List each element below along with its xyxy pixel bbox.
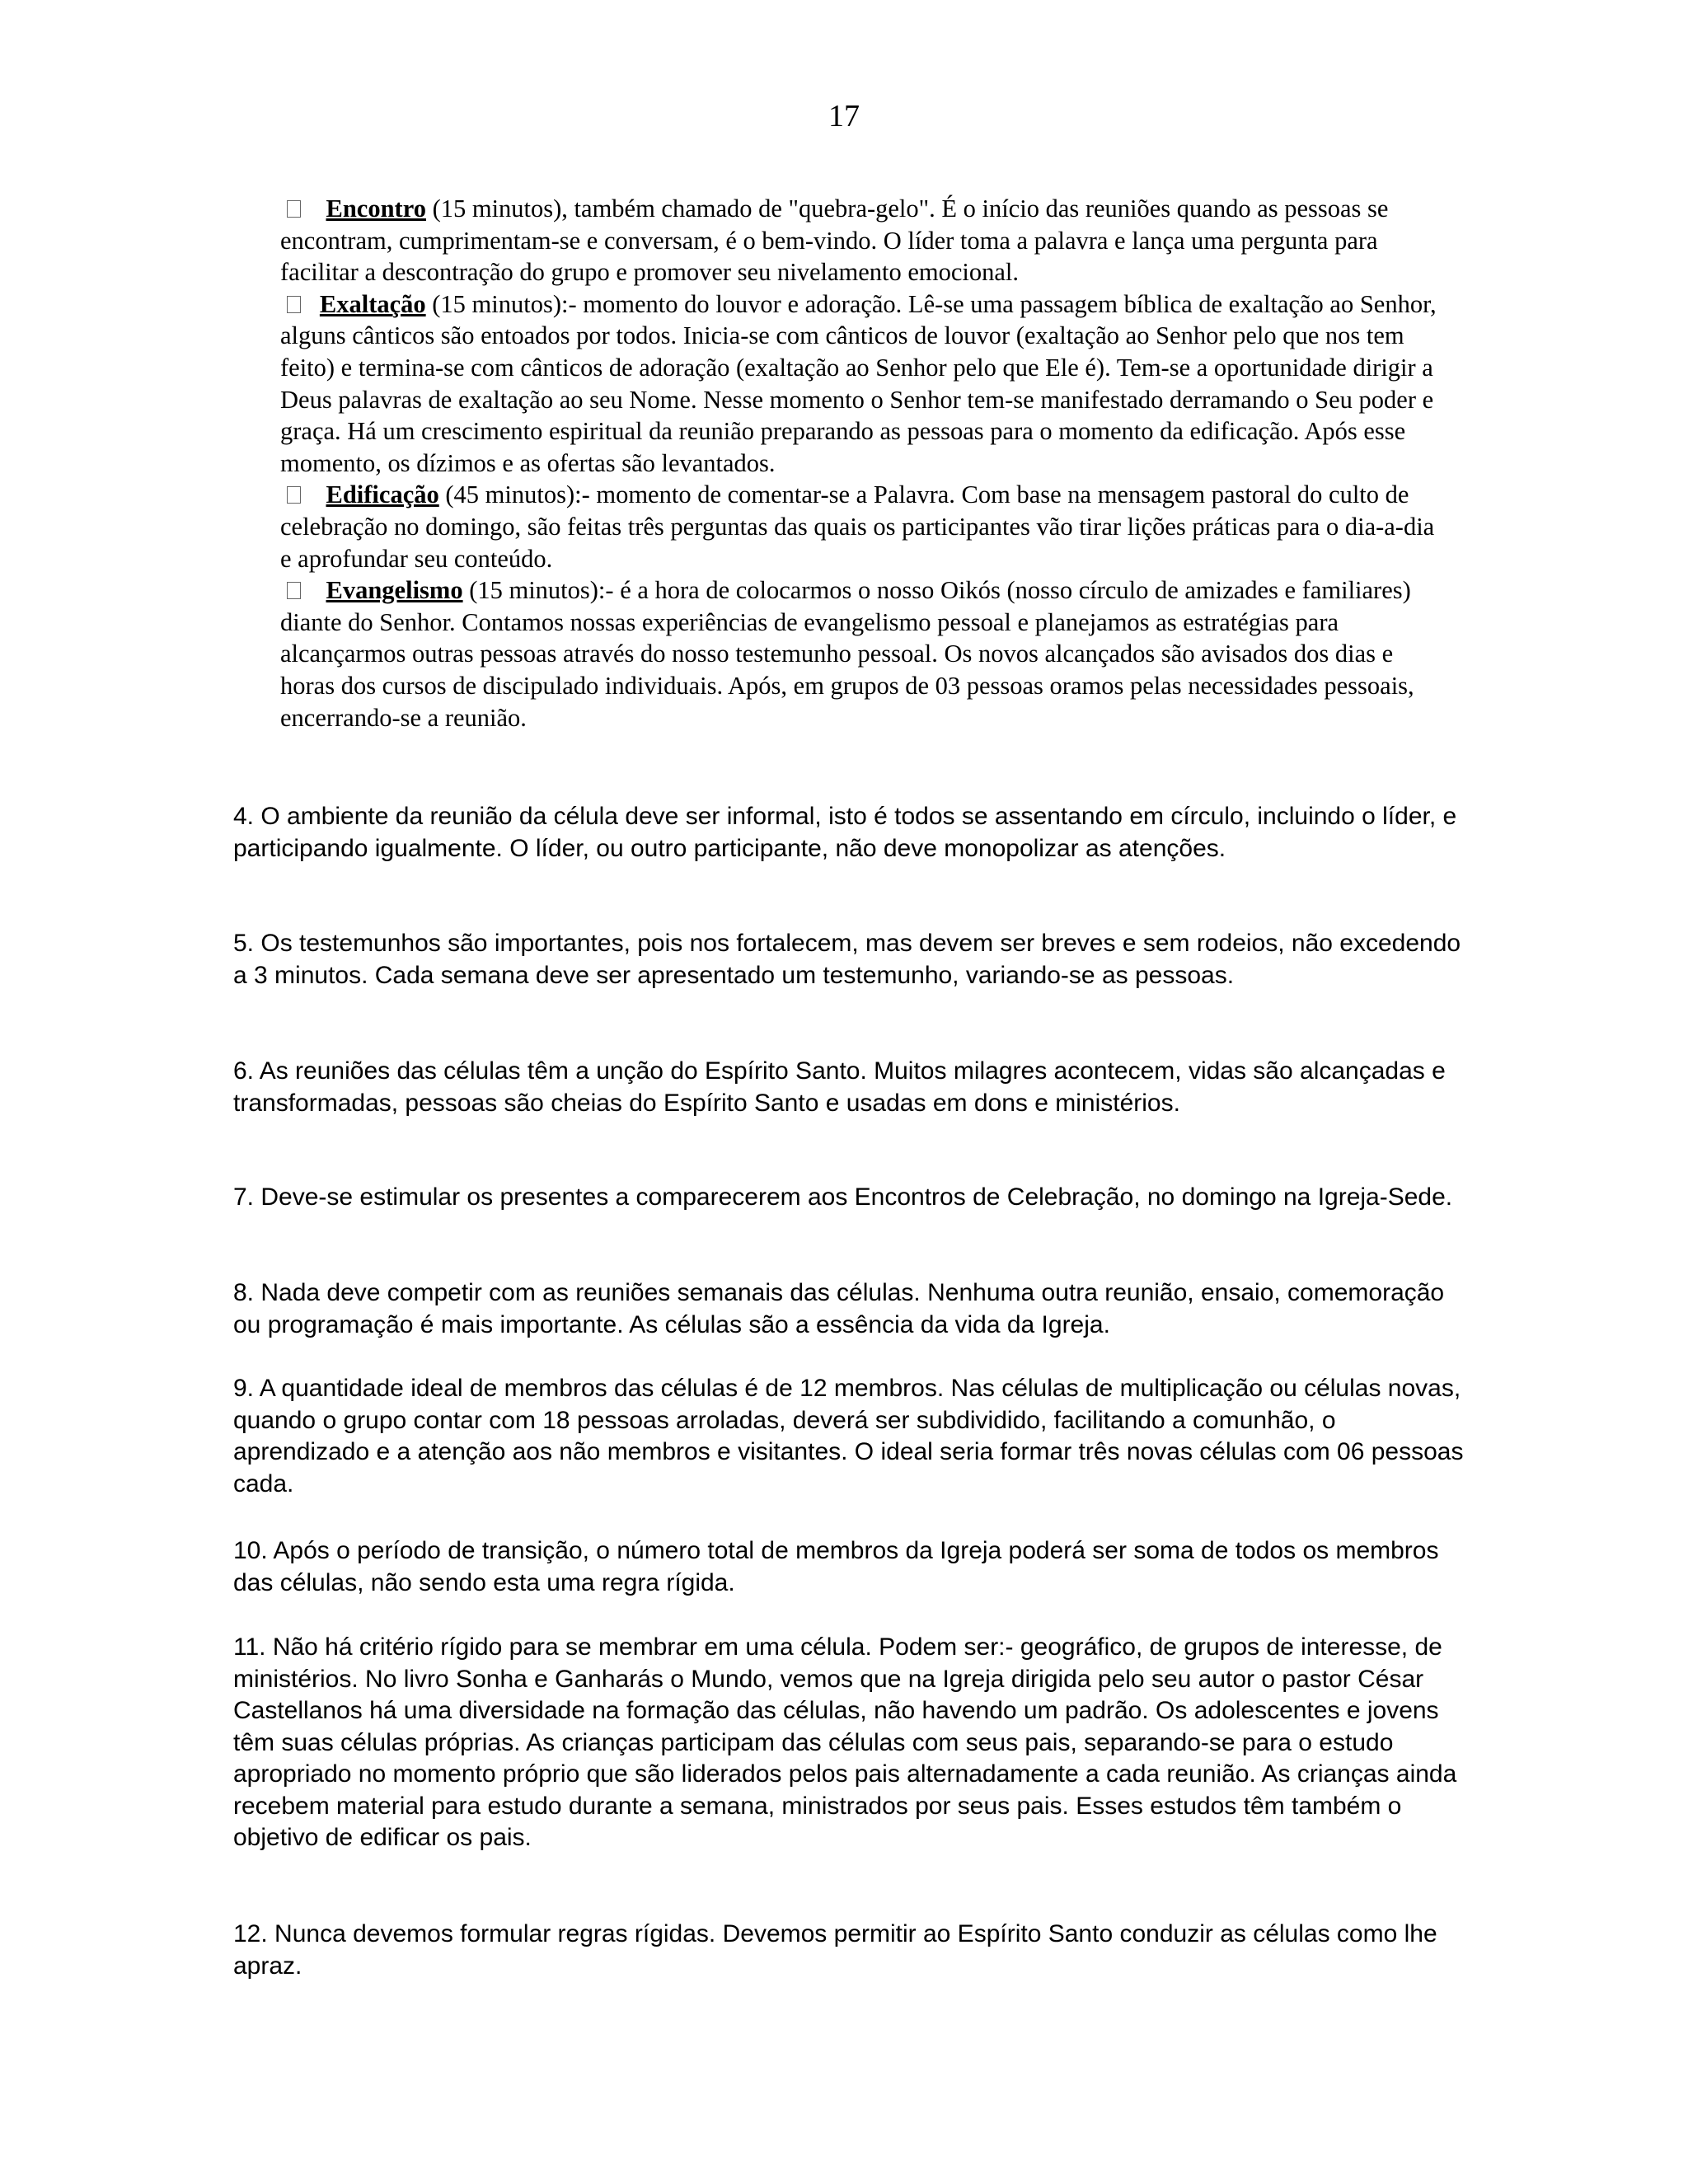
- bullet-box-icon: [287, 200, 301, 218]
- numbered-item: 4. O ambiente da reunião da célula deve ser informal, isto é todos se assentando em círculo, incluindo o líder, e participando igualmente. O líder, ou outro participante, não deve monopolizar as atenções.: [233, 803, 1457, 862]
- bullet-box-icon: [287, 486, 301, 504]
- meeting-step-edificacao: [280, 479, 1451, 574]
- step-term: Exaltação: [319, 289, 426, 318]
- numbered-item: 12. Nunca devemos formular regras rígidas. Devemos permitir ao Espírito Santo conduzir as células como lhe apraz.: [233, 1920, 1437, 1980]
- numbered-item: 8. Nada deve competir com as reuniões semanais das células. Nenhuma outra reunião, ensaio, comemoração ou programação é mais importante. As células são a essência da vida da Igreja.: [233, 1279, 1445, 1338]
- meeting-steps-list: [280, 193, 1451, 733]
- step-term: Evangelismo: [326, 576, 463, 605]
- numbered-item: 9. A quantidade ideal de membros das células é de 12 membros. Nas células de multiplicação ou células novas, quando o grupo contar com 18 pessoas arroladas, deverá ser subdividido, facilitando a comunhão, o aprendizado e a atenção aos não membros e visitantes. O ideal seria formar três novas células com 06 pessoas cada.: [233, 1375, 1464, 1497]
- meeting-step-evangelismo: [280, 574, 1451, 733]
- numbered-item: 10. Após o período de transição, o número total de membros da Igreja poderá ser soma de todos os membros das células, não sendo esta uma regra rígida.: [233, 1537, 1439, 1596]
- numbered-item: 5. Os testemunhos são importantes, pois nos fortalecem, mas devem ser breves e sem rodeios, não excedendo a 3 minutos. Cada semana deve ser apresentado um testemunho, variando-se as pessoas.: [233, 930, 1461, 989]
- step-text: (15 minutos), também chamado de "quebra-gelo". É o início das reuniões quando as pessoas se encontram, cumprimentam-se e conversam, é o bem-vindo. O líder toma a palavra e lança uma pergunta para facilitar a descontração do grupo e promover seu nivelamento emocional.: [280, 194, 1389, 287]
- page-number: 17: [828, 99, 860, 134]
- numbered-item: 6. As reuniões das células têm a unção do Espírito Santo. Muitos milagres acontecem, vidas são alcançadas e transformadas, pessoas são cheias do Espírito Santo e usadas em dons e ministérios.: [233, 1057, 1446, 1117]
- bullet-box-icon: [287, 296, 301, 313]
- step-text: (45 minutos):- momento de comentar-se a Palavra. Com base na mensagem pastoral do culto de celebração no domingo, são feitas três perguntas das quais os participantes vão tirar lições práticas para o dia-a-dia e aprofundar seu conteúdo.: [280, 480, 1435, 573]
- meeting-step-encontro: [280, 193, 1451, 288]
- step-term: Encontro: [326, 194, 426, 223]
- bullet-box-icon: [287, 582, 301, 599]
- step-text: (15 minutos):- momento do louvor e adoração. Lê-se uma passagem bíblica de exaltação ao Senhor, alguns cânticos são entoados por todos. Inicia-se com cânticos de louvor (exaltação ao Senhor pelo que nos tem feito) e termina-se com cânticos de adoração (exaltação ao Senhor pelo que Ele é). Tem-se a oportunidade dirigir a Deus palavras de exaltação ao seu Nome. Nesse momento o Senhor tem-se manifestado derramando o Seu poder e graça. Há um crescimento espiritual da reunião preparando as pessoas para o momento da edificação. Após esse momento, os dízimos e as ofertas são levantados.: [280, 289, 1437, 477]
- meeting-step-exaltacao: [280, 288, 1451, 480]
- numbered-item: 11. Não há critério rígido para se membrar em uma célula. Podem ser:- geográfico, de grupos de interesse, de ministérios. No livro Sonha e Ganharás o Mundo, vemos que na Igreja dirigida pelo seu autor o pastor César Castellanos há uma diversidade na formação das células, não havendo um padrão. Os adolescentes e jovens têm suas células próprias. As crianças participam das células com seus pais, separando-se para o estudo apropriado no momento próprio que são liderados pelos pais alternadamente a cada reunião. As crianças ainda recebem material para estudo durante a semana, ministrados por seus pais. Esses estudos têm também o objetivo de edificar os pais.: [233, 1633, 1457, 1851]
- numbered-item: 7. Deve-se estimular os presentes a comparecerem aos Encontros de Celebração, no domingo na Igreja-Sede.: [233, 1183, 1453, 1211]
- step-term: Edificação: [326, 480, 439, 509]
- step-text: (15 minutos):- é a hora de colocarmos o nosso Oikós (nosso círculo de amizades e familiares) diante do Senhor. Contamos nossas experiências de evangelismo pessoal e planejamos as estratégias para alcançarmos outras pessoas através do nosso testemunho pessoal. Os novos alcançados são avisados dos dias e horas dos cursos de discipulado individuais. Após, em grupos de 03 pessoas oramos pelas necessidades pessoais, encerrando-se a reunião.: [280, 576, 1414, 732]
